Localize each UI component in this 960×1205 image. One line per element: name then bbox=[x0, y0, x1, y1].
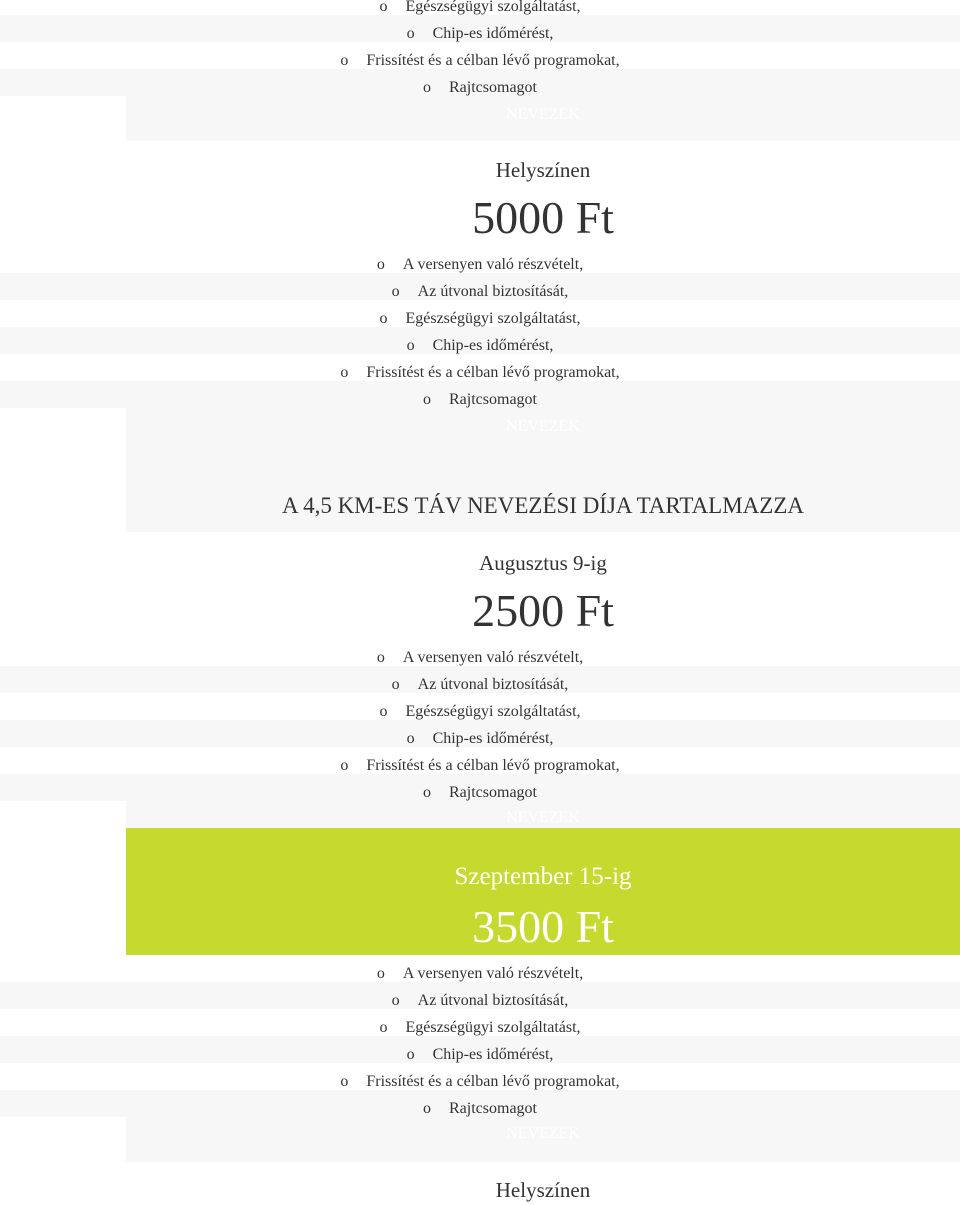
bullet-icon: o bbox=[423, 1100, 431, 1117]
tier-label: Szeptember 15-ig bbox=[454, 863, 632, 890]
section-title: A 4,5 KM-ES TÁV NEVEZÉSI DÍJA TARTALMAZZA bbox=[281, 493, 804, 518]
list-item: o Rajtcsomagot bbox=[423, 79, 537, 96]
list-item: o Frissítést és a célban lévő programokat, bbox=[340, 757, 620, 774]
signup-button[interactable]: NEVEZEK bbox=[506, 809, 580, 826]
list-item: o Chip-es időmérést, bbox=[406, 1046, 554, 1063]
signup-button[interactable]: NEVEZEK bbox=[506, 418, 580, 435]
list-item: o Frissítést és a célban lévő programokat, bbox=[340, 52, 620, 69]
tier-price: 2500 Ft bbox=[472, 585, 614, 636]
tier-label: Helyszínen bbox=[495, 1178, 591, 1202]
list-item: o Chip-es időmérést, bbox=[406, 337, 554, 354]
bullet-icon: o bbox=[406, 1046, 415, 1063]
list-item: o Rajtcsomagot bbox=[423, 391, 537, 408]
bullet-icon: o bbox=[379, 0, 388, 15]
list-item: o A versenyen való részvételt, bbox=[376, 965, 584, 982]
bullet-icon: o bbox=[406, 25, 415, 42]
list-item: o Egészségügyi szolgáltatást, bbox=[379, 703, 581, 720]
list-item: o Egészségügyi szolgáltatást, bbox=[379, 310, 581, 327]
bullet-icon: o bbox=[376, 649, 385, 666]
bullet-icon: o bbox=[379, 703, 388, 720]
bullet-icon: o bbox=[340, 757, 349, 774]
list-item: o Rajtcsomagot bbox=[423, 1100, 537, 1117]
tier-label: Helyszínen bbox=[495, 158, 591, 182]
bullet-icon: o bbox=[340, 1073, 349, 1090]
list-item: o Frissítést és a célban lévő programokat, bbox=[340, 1073, 620, 1090]
list-item: o Az útvonal biztosítását, bbox=[391, 992, 569, 1009]
signup-button[interactable]: NEVEZEK bbox=[506, 1125, 580, 1142]
list-item: o Rajtcsomagot bbox=[423, 784, 537, 801]
bullet-icon: o bbox=[379, 1019, 388, 1036]
bullet-icon: o bbox=[406, 337, 415, 354]
list-item: o A versenyen való részvételt, bbox=[376, 256, 584, 273]
bullet-icon: o bbox=[376, 965, 385, 982]
tier-price: 3500 Ft bbox=[472, 901, 614, 952]
signup-button[interactable]: NEVEZEK bbox=[506, 106, 580, 123]
list-item: o A versenyen való részvételt, bbox=[376, 649, 584, 666]
bullet-icon: o bbox=[391, 283, 400, 300]
bullet-icon: o bbox=[379, 310, 388, 327]
list-item: o Frissítést és a célban lévő programokat, bbox=[340, 364, 620, 381]
bullet-icon: o bbox=[340, 364, 349, 381]
list-item: o Egészségügyi szolgáltatást, bbox=[379, 0, 581, 15]
bullet-icon: o bbox=[423, 391, 431, 408]
list-item: o Az útvonal biztosítását, bbox=[391, 676, 569, 693]
bullet-icon: o bbox=[376, 256, 385, 273]
bullet-icon: o bbox=[406, 730, 415, 747]
bullet-icon: o bbox=[391, 676, 400, 693]
bullet-icon: o bbox=[423, 79, 431, 96]
list-item: o Chip-es időmérést, bbox=[406, 25, 554, 42]
bullet-icon: o bbox=[423, 784, 431, 801]
bullet-icon: o bbox=[340, 52, 349, 69]
tier-price: 5000 Ft bbox=[472, 192, 614, 243]
bullet-icon: o bbox=[391, 992, 400, 1009]
list-item: o Egészségügyi szolgáltatást, bbox=[379, 1019, 581, 1036]
list-item: o Az útvonal biztosítását, bbox=[391, 283, 569, 300]
list-item: o Chip-es időmérést, bbox=[406, 730, 554, 747]
tier-label: Augusztus 9-ig bbox=[479, 551, 607, 575]
